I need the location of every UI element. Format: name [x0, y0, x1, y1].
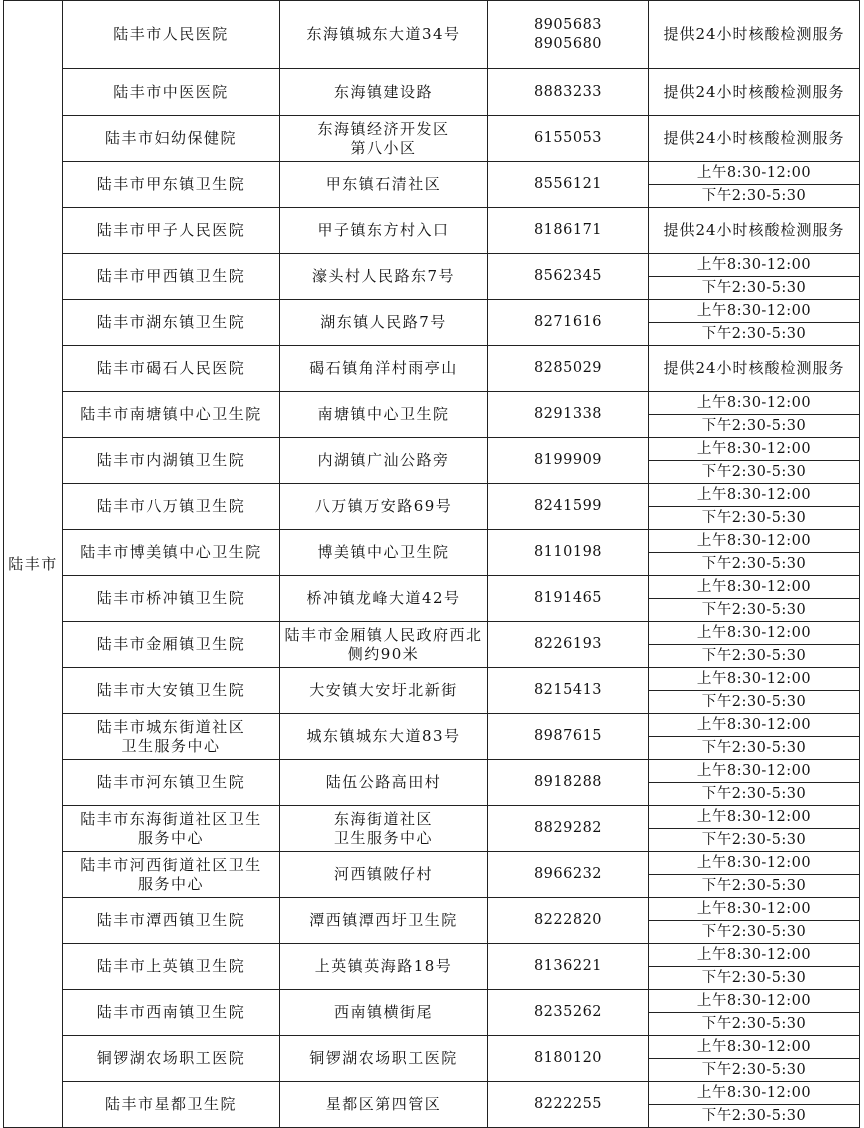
hours-pm-cell: 下午2:30-5:30 [649, 599, 860, 622]
hours-am-cell: 上午8:30-12:00 [649, 1082, 860, 1105]
phone-cell [488, 760, 649, 806]
hospital-name-cell [63, 162, 280, 208]
hours-am-cell: 上午8:30-12:00 [649, 300, 860, 323]
phone-cell [488, 208, 649, 254]
phone-cell-line: 8905683 [533, 16, 603, 33]
address-cell [280, 898, 488, 944]
phone-cell [488, 576, 649, 622]
table-row [4, 208, 860, 232]
hospital-name-cell [63, 208, 280, 254]
hospital-name-cell-line: 陆丰市潭西镇卫生院 [96, 911, 246, 929]
address-cell [280, 1036, 488, 1082]
hospital-name-cell-line: 服务中心 [137, 874, 204, 893]
table-row [4, 484, 860, 507]
hours-pm-cell: 下午2:30-5:30 [649, 1013, 860, 1036]
hours-pm-cell: 下午2:30-5:30 [649, 461, 860, 484]
phone-cell-line: 8186171 [533, 222, 603, 238]
phone-cell-line: 8291338 [533, 406, 603, 422]
hours-am-cell: 上午8:30-12:00 [649, 392, 860, 415]
table-row [4, 300, 860, 323]
table-row [4, 69, 860, 93]
hours-pm-cell: 下午2:30-5:30 [649, 323, 860, 346]
hospital-name-cell-line: 陆丰市西南镇卫生院 [96, 1003, 246, 1021]
table-row [4, 760, 860, 783]
hospital-name-cell-line: 陆丰市南塘镇中心卫生院 [80, 405, 262, 423]
phone-cell [488, 944, 649, 990]
phone-cell [488, 1, 649, 69]
address-cell [280, 622, 488, 668]
address-cell [280, 116, 488, 162]
hospital-name-cell-line: 陆丰市城东街道社区 [96, 717, 246, 736]
address-cell [280, 162, 488, 208]
address-cell [280, 438, 488, 484]
address-cell [280, 346, 488, 392]
hours-am-cell: 上午8:30-12:00 [649, 622, 860, 645]
phone-cell [488, 484, 649, 530]
hours-pm-cell: 下午2:30-5:30 [649, 875, 860, 898]
address-cell [280, 714, 488, 760]
phone-cell [488, 116, 649, 162]
hospital-name-cell-line: 陆丰市八万镇卫生院 [96, 497, 246, 515]
phone-cell [488, 1082, 649, 1128]
address-cell [280, 760, 488, 806]
hospital-name-cell-line: 陆丰市河东镇卫生院 [96, 773, 246, 791]
phone-cell [488, 69, 649, 116]
hours-pm-cell: 下午2:30-5:30 [649, 1105, 860, 1128]
address-cell-line: 碣石镇角洋村雨亭山 [309, 359, 458, 377]
hours-am-cell: 上午8:30-12:00 [649, 576, 860, 599]
service-note-cell: 提供24小时核酸检测服务 [649, 116, 860, 162]
phone-cell-line: 8235262 [533, 1004, 603, 1020]
hospital-name-cell-line: 陆丰市甲东镇卫生院 [96, 175, 246, 193]
address-cell-line: 东海镇建设路 [333, 82, 433, 101]
service-note-cell: 提供24小时核酸检测服务 [649, 208, 860, 254]
table-row [4, 1082, 860, 1105]
address-cell [280, 392, 488, 438]
hours-am-cell: 上午8:30-12:00 [649, 438, 860, 461]
table-row [4, 438, 860, 461]
hospital-name-cell-line: 陆丰市内湖镇卫生院 [96, 451, 246, 469]
hours-am-cell: 上午8:30-12:00 [649, 944, 860, 967]
hours-am-cell: 上午8:30-12:00 [649, 162, 860, 185]
phone-cell [488, 254, 649, 300]
address-cell [280, 806, 488, 852]
hospital-name-cell [63, 576, 280, 622]
hours-pm-cell: 下午2:30-5:30 [649, 921, 860, 944]
address-cell [280, 990, 488, 1036]
clinic-table-body [4, 1, 860, 1128]
hours-am-cell: 上午8:30-12:00 [649, 484, 860, 507]
phone-cell-line: 8829282 [533, 820, 603, 836]
address-cell-line: 东海街道社区 [333, 809, 433, 828]
hospital-name-cell [63, 116, 280, 162]
hospital-name-cell [63, 300, 280, 346]
service-note-cell: 提供24小时核酸检测服务 [649, 346, 860, 392]
phone-cell-line: 8966232 [533, 866, 603, 882]
phone-cell [488, 300, 649, 346]
address-cell-line: 星都区第四管区 [325, 1095, 442, 1113]
address-cell-line: 东海镇经济开发区 [317, 119, 450, 138]
address-cell-line: 铜锣湖农场职工医院 [309, 1049, 458, 1067]
hospital-name-cell [63, 69, 280, 116]
hospital-name-cell-line: 卫生服务中心 [121, 736, 221, 755]
address-cell [280, 576, 488, 622]
hospital-name-cell-line: 陆丰市上英镇卫生院 [96, 957, 246, 975]
hospital-name-cell [63, 1082, 280, 1128]
phone-cell [488, 852, 649, 898]
hours-pm-cell: 下午2:30-5:30 [649, 645, 860, 668]
phone-cell [488, 392, 649, 438]
hospital-name-cell [63, 944, 280, 990]
table-row [4, 530, 860, 553]
hospital-name-cell [63, 806, 280, 852]
hospital-name-cell-line: 陆丰市碣石人民医院 [96, 359, 246, 377]
address-cell [280, 1, 488, 69]
table-row [4, 990, 860, 1013]
hospital-name-cell-line: 陆丰市金厢镇卫生院 [96, 635, 246, 653]
address-cell [280, 1082, 488, 1128]
hospital-name-cell [63, 898, 280, 944]
hospital-name-cell [63, 760, 280, 806]
hours-pm-cell: 下午2:30-5:30 [649, 277, 860, 300]
address-cell-line: 侧约90米 [347, 644, 420, 663]
address-cell-line: 西南镇横街尾 [333, 1003, 433, 1021]
address-cell [280, 484, 488, 530]
table-row [4, 346, 860, 370]
phone-cell-line: 8285029 [533, 360, 603, 376]
hours-pm-cell: 下午2:30-5:30 [649, 507, 860, 530]
hospital-name-cell [63, 530, 280, 576]
hospital-name-cell [63, 668, 280, 714]
hospital-name-cell-line: 陆丰市河西街道社区卫生 [80, 855, 262, 874]
phone-cell-line: 8562345 [533, 268, 603, 284]
phone-cell [488, 162, 649, 208]
table-row [4, 392, 860, 415]
table-row [4, 668, 860, 691]
hours-pm-cell: 下午2:30-5:30 [649, 737, 860, 760]
phone-cell-line: 8222820 [533, 912, 603, 928]
table-row [4, 806, 860, 829]
phone-cell [488, 714, 649, 760]
hours-am-cell: 上午8:30-12:00 [649, 668, 860, 691]
hospital-name-cell-line: 陆丰市大安镇卫生院 [96, 681, 246, 699]
table-row [4, 622, 860, 645]
service-note-cell: 提供24小时核酸检测服务 [649, 69, 860, 116]
address-cell-line: 甲东镇石清社区 [325, 175, 442, 193]
hospital-name-cell [63, 1, 280, 69]
phone-cell [488, 1036, 649, 1082]
address-cell [280, 254, 488, 300]
address-cell [280, 300, 488, 346]
address-cell-line: 第八小区 [350, 138, 417, 157]
hours-am-cell: 上午8:30-12:00 [649, 1036, 860, 1059]
address-cell-line: 大安镇大安圩北新街 [309, 681, 458, 699]
clinic-table [3, 0, 860, 1128]
hospital-name-cell-line: 陆丰市东海街道社区卫生 [80, 809, 262, 828]
phone-cell-line: 8905680 [533, 35, 603, 52]
address-cell [280, 944, 488, 990]
address-cell-line: 城东镇城东大道83号 [306, 727, 461, 745]
hospital-name-cell-line: 陆丰市人民医院 [113, 25, 229, 43]
table-row [4, 852, 860, 875]
hospital-name-cell [63, 484, 280, 530]
address-cell-line: 陆丰市金厢镇人民政府西北 [284, 625, 483, 644]
address-cell-line: 南塘镇中心卫生院 [317, 405, 450, 423]
phone-cell [488, 668, 649, 714]
phone-cell [488, 806, 649, 852]
hospital-name-cell [63, 346, 280, 392]
phone-cell-line: 8222255 [533, 1096, 603, 1112]
hours-pm-cell: 下午2:30-5:30 [649, 967, 860, 990]
hospital-name-cell [63, 1036, 280, 1082]
hospital-name-cell [63, 622, 280, 668]
hours-pm-cell: 下午2:30-5:30 [649, 691, 860, 714]
address-cell-line: 潭西镇潭西圩卫生院 [309, 911, 458, 929]
address-cell-line: 博美镇中心卫生院 [317, 543, 450, 561]
phone-cell-line: 8191465 [533, 590, 603, 606]
phone-cell-line: 8110198 [533, 544, 603, 560]
hospital-name-cell [63, 852, 280, 898]
hospital-name-cell-line: 陆丰市甲西镇卫生院 [96, 267, 246, 285]
hospital-name-cell-line: 陆丰市桥冲镇卫生院 [96, 589, 246, 607]
hospital-name-cell [63, 392, 280, 438]
table-row [4, 162, 860, 185]
address-cell-line: 卫生服务中心 [333, 828, 433, 847]
phone-cell-line: 8271616 [533, 314, 603, 330]
hospital-name-cell-line: 服务中心 [137, 828, 204, 847]
phone-cell-line: 8241599 [533, 498, 603, 514]
phone-cell-line: 6155053 [533, 130, 603, 146]
phone-cell [488, 438, 649, 484]
address-cell-line: 湖东镇人民路7号 [320, 313, 447, 331]
table-row [4, 1, 860, 35]
address-cell-line: 河西镇陂仔村 [333, 865, 433, 883]
phone-cell [488, 530, 649, 576]
hours-am-cell: 上午8:30-12:00 [649, 714, 860, 737]
hospital-name-cell-line: 陆丰市湖东镇卫生院 [96, 313, 246, 331]
address-cell-line: 八万镇万安路69号 [314, 497, 453, 515]
hours-am-cell: 上午8:30-12:00 [649, 254, 860, 277]
hours-am-cell: 上午8:30-12:00 [649, 806, 860, 829]
hours-pm-cell: 下午2:30-5:30 [649, 783, 860, 806]
address-cell [280, 69, 488, 116]
address-cell-line: 甲子镇东方村入口 [317, 221, 450, 239]
hospital-name-cell-line: 陆丰市星都卫生院 [104, 1095, 237, 1113]
phone-cell-line: 8918288 [533, 774, 603, 790]
hours-am-cell: 上午8:30-12:00 [649, 990, 860, 1013]
address-cell [280, 668, 488, 714]
address-cell-line: 桥冲镇龙峰大道42号 [306, 589, 461, 607]
table-row [4, 714, 860, 737]
hospital-name-cell-line: 陆丰市博美镇中心卫生院 [80, 543, 262, 561]
address-cell-line: 上英镇英海路18号 [314, 957, 453, 975]
hours-pm-cell: 下午2:30-5:30 [649, 1059, 860, 1082]
phone-cell-line: 8883233 [533, 83, 603, 100]
hospital-name-cell [63, 714, 280, 760]
phone-cell-line: 8226193 [533, 636, 603, 652]
hours-am-cell: 上午8:30-12:00 [649, 760, 860, 783]
hours-pm-cell: 下午2:30-5:30 [649, 829, 860, 852]
address-cell [280, 208, 488, 254]
table-row [4, 944, 860, 967]
hours-pm-cell: 下午2:30-5:30 [649, 553, 860, 576]
hospital-name-cell-line: 陆丰市中医医院 [113, 82, 229, 101]
hospital-name-cell [63, 990, 280, 1036]
phone-cell [488, 898, 649, 944]
phone-cell-line: 8136221 [533, 958, 603, 974]
hospital-name-cell-line: 陆丰市妇幼保健院 [104, 129, 237, 147]
hours-pm-cell: 下午2:30-5:30 [649, 185, 860, 208]
phone-cell [488, 346, 649, 392]
hospital-name-cell-line: 铜锣湖农场职工医院 [96, 1049, 246, 1067]
address-cell-line: 濠头村人民路东7号 [311, 267, 456, 285]
address-cell [280, 530, 488, 576]
address-cell-line: 内湖镇广汕公路旁 [317, 451, 450, 469]
address-cell [280, 852, 488, 898]
hospital-name-cell [63, 438, 280, 484]
hours-am-cell: 上午8:30-12:00 [649, 530, 860, 553]
hospital-name-cell [63, 254, 280, 300]
table-row [4, 1036, 860, 1059]
phone-cell [488, 990, 649, 1036]
address-cell-line: 陆伍公路高田村 [325, 773, 442, 791]
table-row [4, 116, 860, 140]
hours-am-cell: 上午8:30-12:00 [649, 852, 860, 875]
hours-am-cell: 上午8:30-12:00 [649, 898, 860, 921]
phone-cell-line: 8180120 [533, 1050, 603, 1066]
phone-cell-line: 8215413 [533, 682, 603, 698]
service-note-cell: 提供24小时核酸检测服务 [649, 1, 860, 69]
table-row [4, 898, 860, 921]
address-cell-line: 东海镇城东大道34号 [306, 25, 461, 43]
city-cell: 陆丰市 [4, 1, 63, 1128]
phone-cell-line: 8556121 [533, 176, 603, 192]
phone-cell-line: 8987615 [533, 728, 603, 744]
table-row [4, 254, 860, 277]
phone-cell [488, 622, 649, 668]
phone-cell-line: 8199909 [533, 452, 603, 468]
hospital-name-cell-line: 陆丰市甲子人民医院 [96, 221, 246, 239]
hours-pm-cell: 下午2:30-5:30 [649, 415, 860, 438]
table-row [4, 576, 860, 599]
